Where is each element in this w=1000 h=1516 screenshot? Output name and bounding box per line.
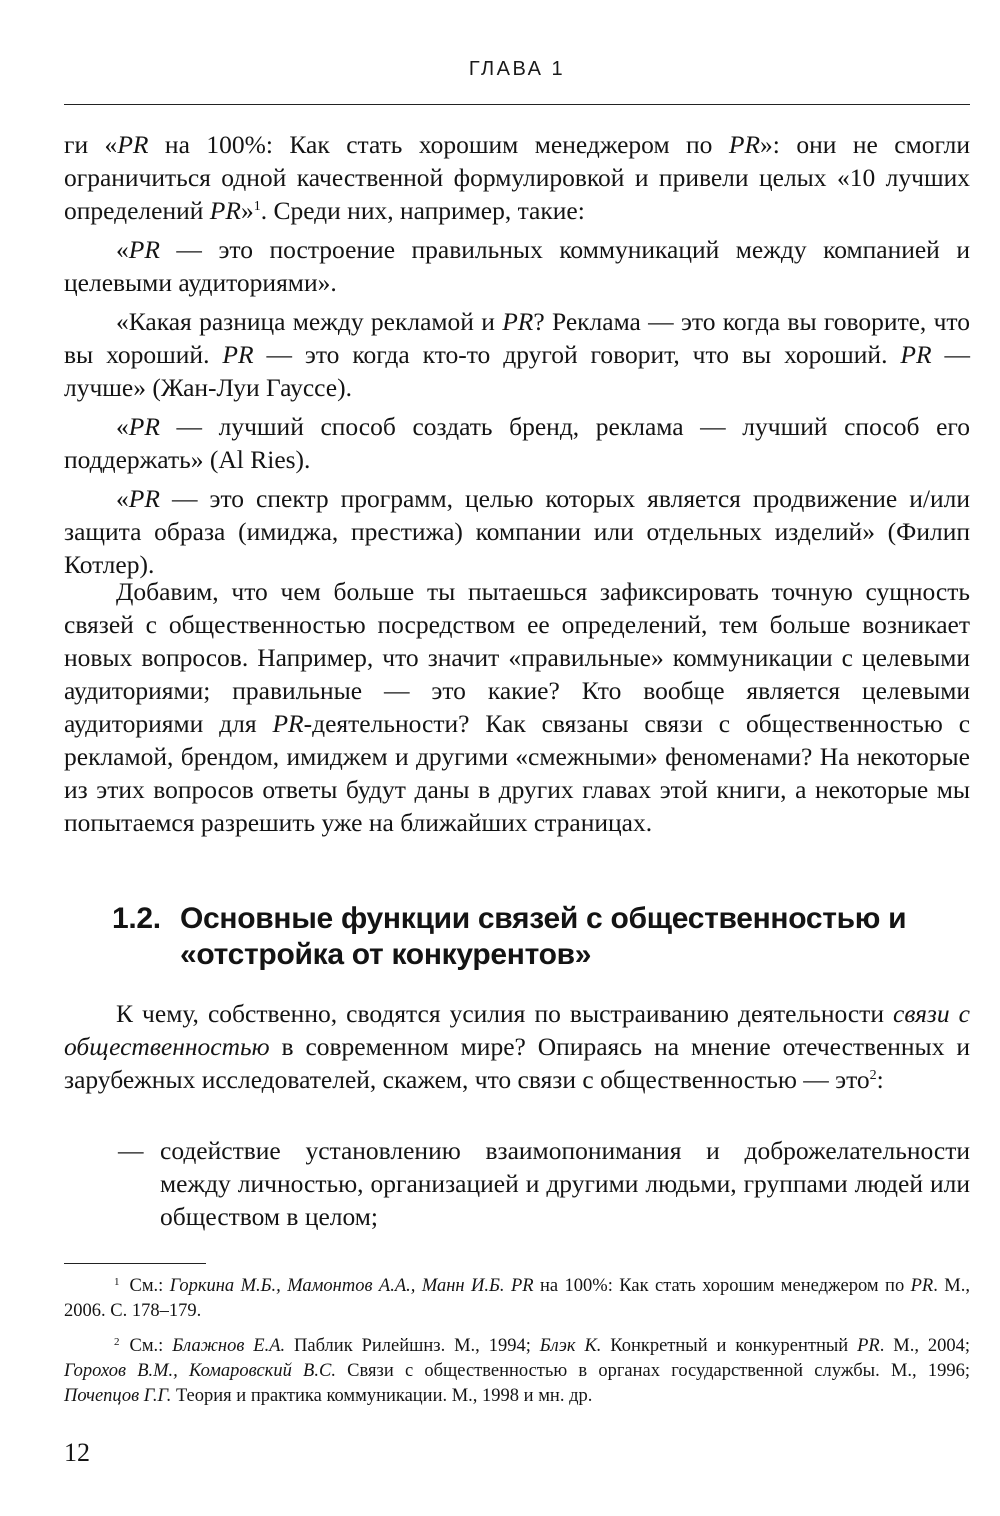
running-header: ГЛАВА 1 [468,58,566,80]
footnote-divider [64,1263,206,1264]
opening-block [64,128,970,581]
list-item-text: содействие установлению взаимопонимания и доброжелательности между личностью, организацией и другими людьми, группами людей или обществом в целом; [160,1136,970,1231]
quote-3: «PR — лучший способ создать бренд, реклама — лучший способ его поддержать» (Al Ries). [64,412,970,474]
quote-4: «PR — это спектр программ, целью которых является продвижение и/или защита образа (имиджа, престижа) компании или отдельных изделий» (Филип Котлер). [64,484,970,579]
footnote-ref[interactable]: 1 [253,199,261,214]
paragraph-3: К чему, собственно, сводятся усилия по выстраиванию деятельности связи с общественностью в современном мире? Опираясь на мнение отечественных и зарубежных исследователей, скажем, что связи с общественностью — это$^2$: [64,999,970,1094]
footnotes [64,1270,970,1415]
section-heading [112,901,962,973]
dash-bullet: — [118,1136,144,1165]
quote-2: «Какая разница между рекламой и PR? Реклама — это когда вы говорите, что вы хороший. PR — это когда кто-то другой говорит, что вы хороший. PR — лучше» (Жан-Луи Гауссе). [64,307,971,402]
continued-paragraph: ги «PR на 100%: Как стать хорошим менеджером по PR»: они не смогли ограничиться одной качественной формулировкой и привели целых «10 лучших определений PR»$^1$. Среди них, например, такие: [64,130,970,225]
list-item [64,1134,970,1233]
quote-1: «PR — это построение правильных коммуникаций между компанией и целевыми аудиториями». [64,235,970,297]
page-number: 12 [64,1438,90,1467]
section-number: 1.2. [112,902,161,935]
header-divider [64,104,970,105]
footnote-1: $^1$ См.: Горкина М.Б., Мамонтов А.А., Манн И.Б. PR на 100%: Как стать хорошим менеджером по PR. М., 2006. С. 178–179. [64,1276,970,1321]
section-title: Основные функции связей с общественностью и «отстройка от конкурентов» [180,902,907,971]
footnote-ref[interactable]: 2 [869,1068,877,1083]
paragraph-2: Добавим, что чем больше ты пытаешься зафиксировать точную сущность связей с общественностью посредством ее определений, тем больше возникает новых вопросов. Например, что значит «правильные» коммуникации с целевыми аудиториями; правильные — это какие? Кто вообще является целевыми аудиториями для PR-деятельности? Как связаны связи с общественностью с рекламой, брендом, имиджем и другими «смежными» феноменами? На некоторые из этих вопросов ответы будут даны в других главах этой книги, а некоторые мы попытаемся разрешить уже на ближайших страницах. [64,577,971,837]
footnote-2: $^2$ См.: Блажнов Е.А. Паблик Рилейшнз. М., 1994; Блэк К. Конкретный и конкурентный PR. М., 2004; Горохов В.М., Комаровский В.С. Связи с общественностью в органах государственной службы. М., 1996; Почепцов Г.Г. Теория и практика коммуникации. М., 1998 и мн. др. [64,1336,971,1406]
